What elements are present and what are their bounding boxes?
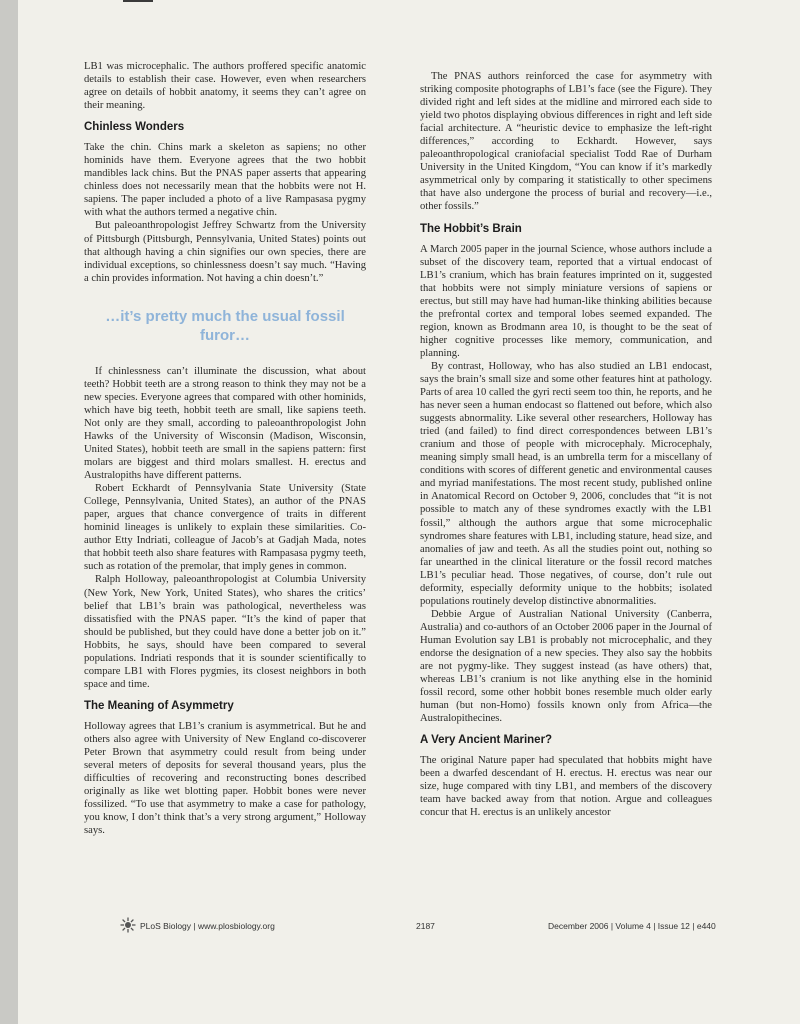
paragraph: Ralph Holloway, paleoanthropologist at Columbia University (New York, New York, United States), who shares the critics’ belief that LB1’s brain was pathological, nevertheless was dissatisfied with the PNAS paper. “It’s the kind of paper that should be published, but they could have done a better job on it.” Hobbits, he says, should have been compared to several populations. Indriati responds that it is sounder scientifically to compare LB1 with Flores pygmies, its closest neighbors in both space and time.: [84, 574, 366, 690]
page-footer: [98, 920, 798, 936]
journal-brand: PLoS Biology | www.plosbiology.org: [140, 921, 275, 931]
section-heading-mariner: A Very Ancient Mariner?: [420, 734, 553, 747]
paragraph: If chinlessness can’t illuminate the discussion, what about teeth? Hobbit teeth are a strong reason to think they may not be a new species. Everyone agrees that compared with other hominids, which have big teeth, hobbit teeth are small, like sapiens teeth. Not only are they small, according to paleoanthropologist John Hawks of the University of Wisconsin (Madison, Wisconsin, United States), hobbit teeth are small in the sapiens pattern: first molars are biggest and third molars smallest. H. erectus and Australopiths have different patterns.: [84, 365, 366, 482]
section-heading-chinless: Chinless Wonders: [84, 121, 185, 134]
paragraph: The original Nature paper had speculated that hobbits might have been a dwarfed descendant of H. erectus. H. erectus was near our size, huge compared with tiny LB1, and members of the discovery team have backed away from that notion. Argue and colleagues concur that H. erectus is an unlikely ancestor: [420, 755, 712, 819]
page-number: 2187: [416, 921, 435, 931]
plos-logo-icon: [120, 917, 136, 933]
top-edge-mark: [123, 0, 153, 2]
paragraph: The PNAS authors reinforced the case for asymmetry with striking composite photographs of LB1’s face (see the Figure). They divided right and left sides at the midline and mirrored each side to yield two photos displaying obvious differences in right and left side facial architecture. A “heuristic device to emphasize the left-right differences,” according to Eckhardt. However, says paleoanthropological craniofacial specialist Todd Rae of Durham University in the United Kingdom, “You can know if it’s markedly asymmetrical only by comparing it statistically to other specimens that have also undergone the process of burial and recovery—i.e., other fossils.”: [420, 71, 712, 213]
section-heading-brain: The Hobbit’s Brain: [420, 222, 522, 235]
issue-info: December 2006 | Volume 4 | Issue 12 | e440: [548, 921, 716, 931]
section-heading-asymmetry: The Meaning of Asymmetry: [84, 699, 234, 712]
paragraph: LB1 was microcephalic. The authors proffered specific anatomic details to establish their case. However, even when researchers agree on details of hobbit anatomy, it seems they can’t agree on their meaning.: [84, 61, 366, 112]
right-column: [420, 70, 712, 819]
paragraph: Take the chin. Chins mark a skeleton as sapiens; no other hominids have them. Everyone agrees that the two hobbit mandibles lack chins. But the PNAS paper asserts that appearing chinless does not necessarily mean that the hobbits were not H. sapiens. The paper included a photo of a live Rampasasa pygmy with what the authors termed a negative chin.: [84, 142, 366, 219]
journal-page: [18, 0, 800, 1024]
left-column: [84, 60, 366, 837]
paragraph: Robert Eckhardt of Pennsylvania State University (State College, Pennsylvania, United States), an author of the PNAS paper, argues that chance convergence of traits in different hominid lineages is unlikely to explain these similarities. Co-author Etty Indriati, colleague of Jacob’s at Gadjah Mada, notes that hobbit teeth also share features with Rampasasa pygmy teeth, such as rotation of the premolar, that imply genes in common.: [84, 483, 366, 573]
paragraph: But paleoanthropologist Jeffrey Schwartz from the University of Pittsburgh (Pittsburgh, Pennsylvania, United States) points out that although having a chin signifies our own species, there are individual exceptions, so chinlessness doesn’t say much. “Having a chin provides information. Not having a chin doesn’t.”: [84, 220, 366, 284]
pull-quote: …it’s pretty much the usual fossil furor…: [105, 307, 345, 344]
paragraph: A March 2005 paper in the journal Science, whose authors include a subset of the discovery team, reported that a virtual endocast of LB1’s cranium, which has brain features imprinted on it, suggested that hobbits were not simply miniature versions of sapiens or erectus, but still may have had human-like thinking abilities because the prefrontal cortex and temporal lobes seemed expanded. The region, known as Brodmann area 10, is thought to be the seat of higher cognitive processes like memory, communication, and planning.: [420, 243, 712, 359]
paragraph: By contrast, Holloway, who has also studied an LB1 endocast, says the brain’s small size and some other features hint at pathology. Parts of area 10 called the gyri recti seem too thin, he reports, and he has never seen a human endocast so flattened out before, which also suggests abnormality. Like several other researchers, Holloway has tried (and failed) to find direct correspondences between LB1’s cranium and those of people with microcephaly. Microcephaly, meaning simply small head, is an umbrella term for a miscellany of conditions with scores of different genetic and environmental causes and myriad manifestations. The most recent study, published online in Anatomical Record on October 9, 2006, concludes that “it is not possible to match any of these syndromes exactly with the LB1 fossil,” although the authors argue that some microcephalic syndromes share features with LB1, including stature, head size, and anomalies of jaw and teeth. As all the studies point out, nothing so far unearthed in the clinical literature or the fossil record matches LB1’s peculiar head. Those negatives, of course, don’t rule out deformity, especially deformity unique to the hobbits; isolated populations routinely develop distinctive abnormalities.: [420, 360, 712, 607]
paragraph: Holloway agrees that LB1’s cranium is asymmetrical. But he and others also agree with University of New England co-discoverer Peter Brown that asymmetry could result from being under several meters of deposits for several thousand years, plus the difficulties of recovering and reconstructing bones described originally as like wet blotting paper. Hobbit bones were never fossilized. “To use that asymmetry to make a case for pathology, you know, I don’t think that’s a very strong argument,” Holloway says.: [84, 720, 366, 837]
paragraph: Debbie Argue of Australian National University (Canberra, Australia) and co-authors of an October 2006 paper in the Journal of Human Evolution say LB1 is probably not microcephalic, and they endorse the designation of a new species. They also say the hobbits are not pygmy-like. They suggest instead (as have others) that, whereas LB1’s cranium is not like anything else in the hominid fossil record, some other hobbit bones resemble much older early human (but non-Homo) fossils known only from Africa—the Australopithecines.: [420, 608, 712, 725]
